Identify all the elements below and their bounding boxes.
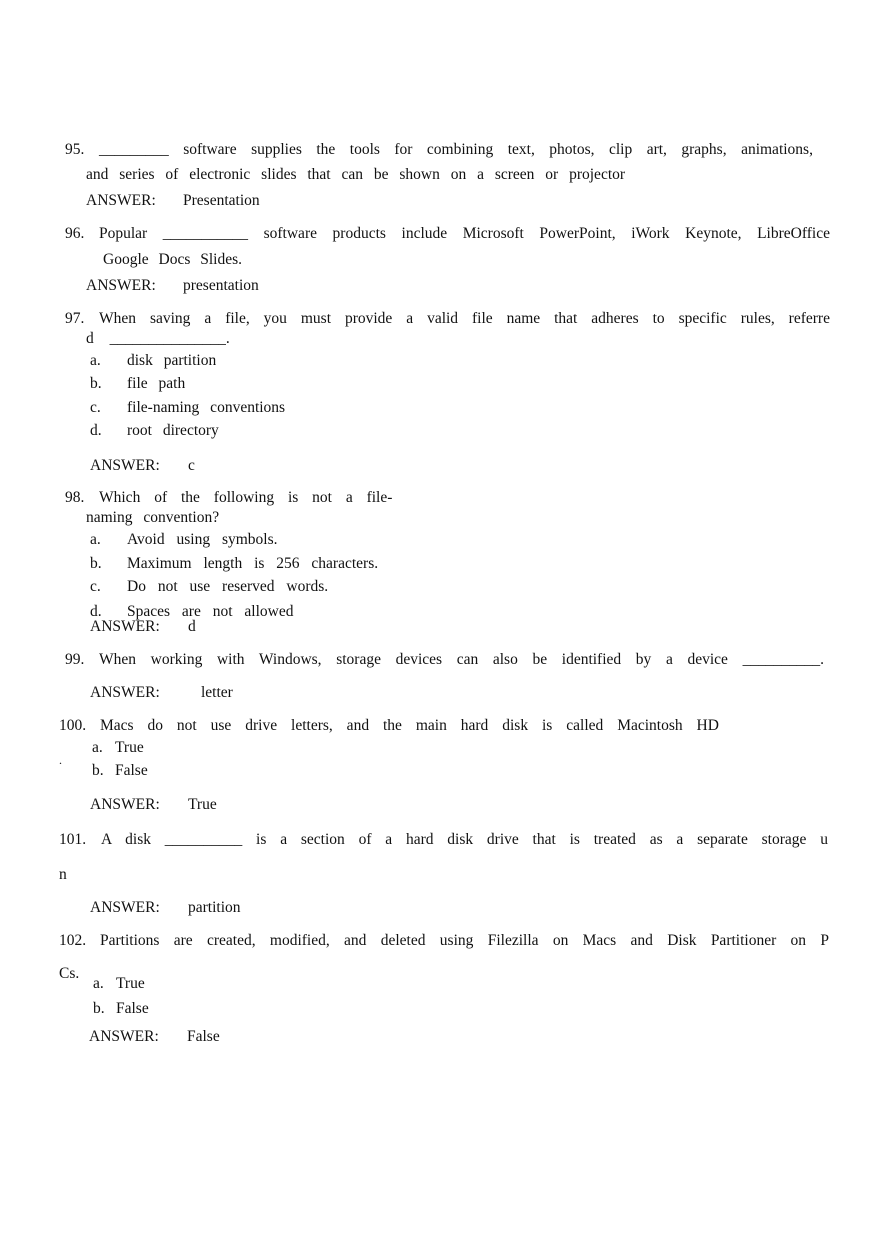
answer-label: ANSWER:	[90, 684, 160, 701]
question-text: Which of the following is not a file-	[99, 489, 393, 506]
answer-value: True	[188, 796, 217, 813]
answer-line	[90, 617, 196, 637]
question-text: Partitions are created, modified, and deleted using Filezilla on Macs and Disk Partitioner on P	[100, 932, 829, 949]
question-number: 97.	[65, 310, 85, 327]
question-number: 98.	[65, 489, 85, 506]
answer-value: Presentation	[183, 192, 260, 209]
answer-label: ANSWER:	[89, 1028, 159, 1045]
question-text: Macs do not use drive letters, and the main hard disk is called Macintosh HD	[100, 717, 719, 734]
question-text: Popular ___________ software products include Microsoft PowerPoint, iWork Keynote, LibreOffice	[99, 225, 830, 242]
question-text-continued: Cs.	[59, 965, 80, 982]
answer-line	[90, 898, 241, 918]
question-number: 99.	[65, 651, 85, 668]
question-number: 102.	[59, 932, 87, 949]
question-text-continued: Google Docs Slides.	[103, 251, 243, 268]
answer-line	[89, 1027, 220, 1047]
question-text: A disk __________ is a section of a hard disk drive that is treated as a separate storage u	[101, 831, 828, 848]
answer-line	[90, 456, 195, 476]
question-text: When saving a file, you must provide a valid file name that adheres to specific rules, referre	[99, 310, 830, 327]
answer-label: ANSWER:	[86, 277, 156, 294]
question-number: 95.	[65, 141, 85, 158]
answer-label: ANSWER:	[90, 899, 160, 916]
answer-line	[90, 683, 233, 703]
question-text: _________ software supplies the tools for combining text, photos, clip art, graphs, animations,	[99, 141, 813, 158]
question-number: 100.	[59, 717, 87, 734]
answer-value: False	[187, 1028, 220, 1045]
answer-label: ANSWER:	[86, 192, 156, 209]
answer-label: ANSWER:	[90, 457, 160, 474]
answer-value: d	[188, 618, 196, 635]
question-text-continued: naming convention?	[86, 509, 220, 526]
question-number: 96.	[65, 225, 85, 242]
question-text-continued: and series of electronic slides that can be shown on a screen or projector	[86, 166, 626, 183]
answer-value: c	[188, 457, 195, 474]
answer-value: letter	[201, 684, 233, 701]
answer-line	[86, 191, 260, 211]
answer-label: ANSWER:	[90, 618, 160, 635]
question-text: When working with Windows, storage devices can also be identified by a device __________.	[99, 651, 824, 668]
answer-line	[90, 795, 217, 815]
question-number: 101.	[59, 831, 87, 848]
answer-value: partition	[188, 899, 241, 916]
answer-value: presentation	[183, 277, 259, 294]
question-text-continued: d _______________.	[86, 330, 230, 347]
stray-period: .	[59, 753, 62, 767]
answer-line	[86, 276, 259, 296]
answer-label: ANSWER:	[90, 796, 160, 813]
question-text-continued: n	[59, 866, 67, 883]
